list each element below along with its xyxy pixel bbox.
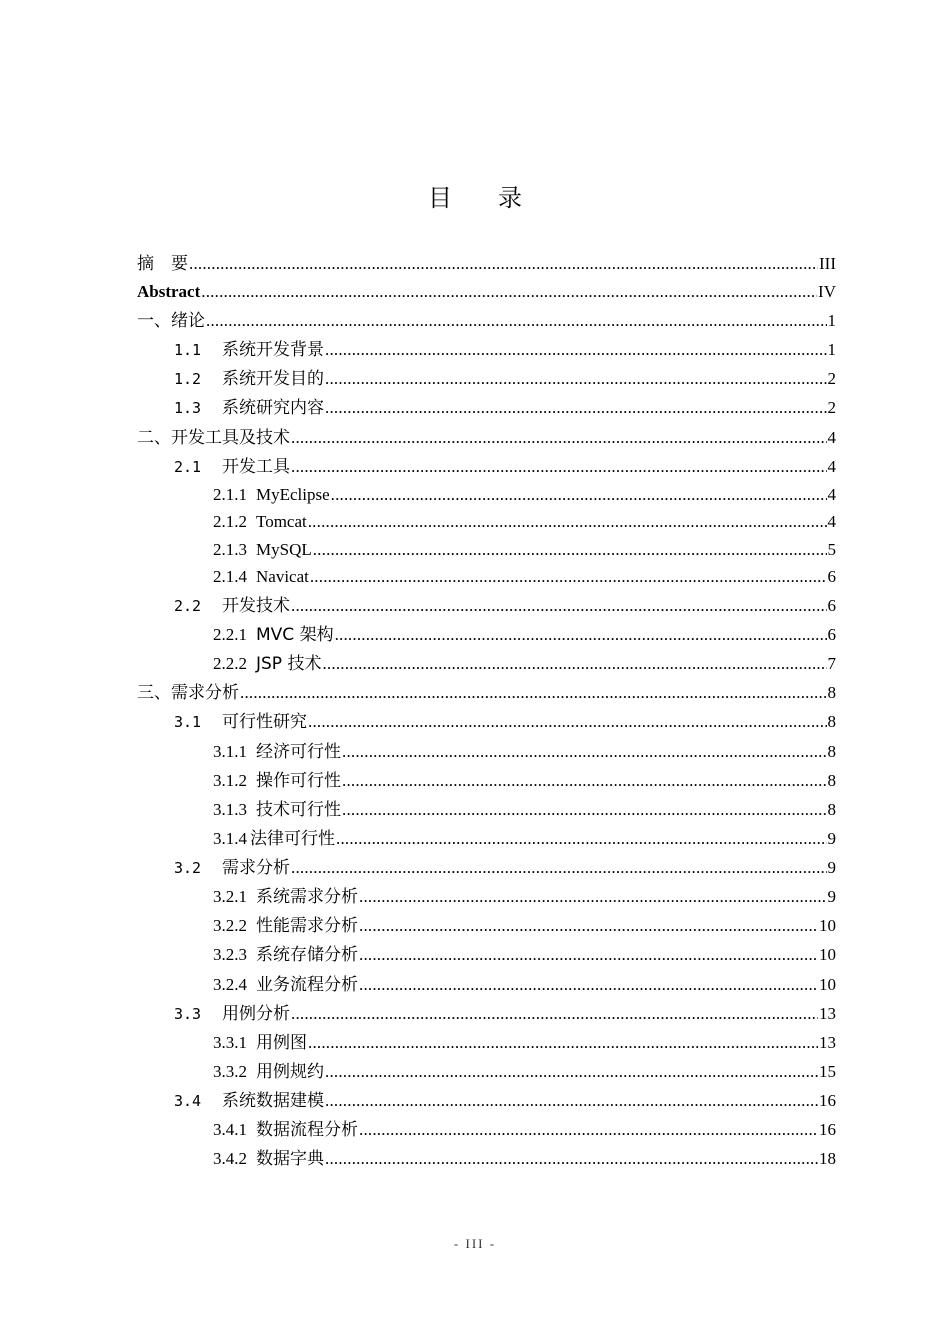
toc-entry-label: 系统数据建模 xyxy=(222,1091,324,1111)
toc-entry-label: 数据字典 xyxy=(256,1149,324,1169)
toc-entry-page: 4 xyxy=(827,512,836,531)
toc-entry[interactable] xyxy=(213,623,836,647)
toc-leader-dots xyxy=(325,1089,818,1113)
toc-entry-page: 6 xyxy=(827,596,836,615)
toc-leader-dots xyxy=(359,973,818,997)
toc-leader-dots xyxy=(291,426,827,450)
page-title xyxy=(0,178,950,213)
toc-entry-label: 摘 要 xyxy=(137,254,188,274)
toc-entry-label: 技术可行性 xyxy=(256,800,341,820)
toc-entry[interactable] xyxy=(174,594,836,618)
toc-entry[interactable] xyxy=(213,740,836,764)
toc-entry-label: 二、开发工具及技术 xyxy=(137,428,290,448)
toc-entry-label: 系统研究内容 xyxy=(222,398,324,418)
toc-entry-page: 15 xyxy=(819,1062,836,1081)
toc-entry[interactable] xyxy=(213,652,836,676)
toc-entry[interactable] xyxy=(213,1118,836,1142)
toc-leader-dots xyxy=(206,309,827,333)
toc-entry-number: 1.3 xyxy=(174,399,202,417)
toc-entry-label: 系统存储分析 xyxy=(256,945,358,965)
toc-entry-page: 7 xyxy=(827,654,836,673)
toc-entry-number: 2.2 xyxy=(174,597,202,615)
toc-entry[interactable] xyxy=(213,914,836,938)
toc-entry[interactable] xyxy=(137,426,836,450)
toc-entry-number: 3.3.2 xyxy=(213,1062,247,1081)
toc-entry[interactable] xyxy=(213,798,836,822)
toc-entry[interactable] xyxy=(174,338,836,362)
toc-entry-number: 3.2 xyxy=(174,859,202,877)
toc-entry-label: 用例分析 xyxy=(222,1004,290,1024)
toc-leader-dots xyxy=(325,396,827,420)
toc-leader-dots xyxy=(308,510,827,534)
toc-entry[interactable] xyxy=(137,280,836,304)
toc-entry-label: 可行性研究 xyxy=(222,712,307,732)
toc-leader-dots xyxy=(325,338,827,362)
toc-entry-page: 10 xyxy=(819,916,836,935)
toc-entry-label: MVC 架构 xyxy=(256,625,334,645)
toc-entry-page: 4 xyxy=(827,428,836,447)
toc-entry-number: 1.2 xyxy=(174,370,202,388)
toc-leader-dots xyxy=(189,252,818,276)
toc-entry-page: 9 xyxy=(827,887,836,906)
toc-entry-page: 13 xyxy=(819,1033,836,1052)
toc-leader-dots xyxy=(310,565,827,589)
toc-entry-label: 三、需求分析 xyxy=(137,683,239,703)
toc-entry-label: MySQL xyxy=(256,540,312,559)
toc-entry[interactable] xyxy=(174,396,836,420)
toc-leader-dots xyxy=(201,280,817,304)
toc-entry-page: 8 xyxy=(827,683,836,702)
toc-entry[interactable] xyxy=(174,1089,836,1113)
page-number-footer: - III - xyxy=(453,1236,497,1251)
toc-entry[interactable] xyxy=(174,856,836,880)
page-title-char-1: 目 xyxy=(428,184,452,212)
toc-entry-page: 10 xyxy=(819,975,836,994)
toc-entry-number: 2.2.1 xyxy=(213,625,247,644)
toc-leader-dots xyxy=(325,1147,818,1171)
toc-entry[interactable] xyxy=(213,565,836,589)
toc-entry-page: III xyxy=(819,254,836,273)
toc-entry-page: 8 xyxy=(827,800,836,819)
toc-entry-number: 3.4.2 xyxy=(213,1149,247,1168)
toc-entry[interactable] xyxy=(213,510,836,534)
toc-entry-number: 2.1 xyxy=(174,458,202,476)
toc-entry[interactable] xyxy=(174,455,836,479)
toc-entry-page: 16 xyxy=(819,1120,836,1139)
toc-entry-page: 2 xyxy=(827,398,836,417)
toc-leader-dots xyxy=(291,1002,818,1026)
toc-entry-page: 5 xyxy=(827,540,836,559)
toc-entry-number: 3.4 xyxy=(174,1092,202,1110)
toc-entry-number: 3.4.1 xyxy=(213,1120,247,1139)
toc-entry-number: 1.1 xyxy=(174,341,202,359)
toc-entry[interactable] xyxy=(174,367,836,391)
toc-leader-dots xyxy=(240,681,827,705)
toc-entry-number: 3.2.3 xyxy=(213,945,247,964)
toc-entry-number: 3.2.1 xyxy=(213,887,247,906)
toc-leader-dots xyxy=(359,943,818,967)
toc-entry-number: 3.3 xyxy=(174,1005,202,1023)
toc-entry[interactable] xyxy=(213,885,836,909)
toc-leader-dots xyxy=(359,885,827,909)
toc-entry[interactable] xyxy=(213,1060,836,1084)
toc-entry-label: 用例规约 xyxy=(256,1062,324,1082)
toc-entry-page: 9 xyxy=(827,858,836,877)
toc-leader-dots xyxy=(342,769,827,793)
toc-entry-number: 3.2.2 xyxy=(213,916,247,935)
toc-entry-label: Tomcat xyxy=(256,512,307,531)
toc-entry-page: IV xyxy=(818,282,836,301)
toc-entry-label: 系统开发目的 xyxy=(222,369,324,389)
toc-entry-label: Abstract xyxy=(137,282,201,301)
toc-entry[interactable] xyxy=(213,483,836,507)
toc-leader-dots xyxy=(342,798,827,822)
toc-entry-page: 13 xyxy=(819,1004,836,1023)
toc-entry-page: 10 xyxy=(819,945,836,964)
toc-leader-dots xyxy=(331,483,827,507)
toc-entry-label: MyEclipse xyxy=(256,485,330,504)
toc-leader-dots xyxy=(336,827,827,851)
toc-entry-label: 性能需求分析 xyxy=(256,916,358,936)
toc-entry-number: 2.1.1 xyxy=(213,485,247,504)
toc-entry-number: 3.1.2 xyxy=(213,771,247,790)
toc-entry[interactable] xyxy=(213,538,836,562)
toc-entry-page: 8 xyxy=(827,712,836,731)
toc-entry-label: 数据流程分析 xyxy=(256,1120,358,1140)
toc-leader-dots xyxy=(359,1118,818,1142)
toc-entry-number: 3.1 xyxy=(174,713,202,731)
toc-entry-number: 3.1.3 xyxy=(213,800,247,819)
toc-entry[interactable] xyxy=(213,973,836,997)
toc-leader-dots xyxy=(291,455,827,479)
toc-entry-number: 2.1.3 xyxy=(213,540,247,559)
toc-entry[interactable] xyxy=(213,1147,836,1171)
toc-entry-page: 9 xyxy=(827,829,836,848)
toc-entry[interactable] xyxy=(213,827,836,851)
toc-entry-page: 8 xyxy=(827,771,836,790)
toc-entry-label: JSP 技术 xyxy=(256,654,322,674)
toc-entry-label: 系统开发背景 xyxy=(222,340,324,360)
toc-entry-label: 法律可行性 xyxy=(250,829,335,849)
toc-entry[interactable] xyxy=(174,1002,836,1026)
toc-leader-dots xyxy=(313,538,827,562)
toc-leader-dots xyxy=(335,623,827,647)
toc-entry-page: 4 xyxy=(827,457,836,476)
toc-entry-page: 4 xyxy=(827,485,836,504)
toc-entry-label: 开发技术 xyxy=(222,596,290,616)
toc-entry-page: 6 xyxy=(827,567,836,586)
toc-entry-number: 3.1.4 xyxy=(213,829,247,848)
toc-leader-dots xyxy=(291,594,827,618)
toc-entry[interactable] xyxy=(137,252,836,276)
toc-entry[interactable] xyxy=(213,769,836,793)
toc-leader-dots xyxy=(308,1031,818,1055)
toc-entry-label: 一、绪论 xyxy=(137,311,205,331)
toc-entry-page: 1 xyxy=(827,311,836,330)
toc-entry-page: 8 xyxy=(827,742,836,761)
toc-entry[interactable] xyxy=(174,710,836,734)
toc-entry-number: 3.3.1 xyxy=(213,1033,247,1052)
toc-entry-number: 2.1.2 xyxy=(213,512,247,531)
toc-entry-label: 系统需求分析 xyxy=(256,887,358,907)
toc-entry-page: 1 xyxy=(827,340,836,359)
toc-entry-page: 6 xyxy=(827,625,836,644)
toc-entry[interactable] xyxy=(213,1031,836,1055)
toc-entry-number: 3.1.1 xyxy=(213,742,247,761)
toc-entry-label: 需求分析 xyxy=(222,858,290,878)
toc-leader-dots xyxy=(325,367,827,391)
toc-entry-label: 经济可行性 xyxy=(256,742,341,762)
toc-leader-dots xyxy=(342,740,827,764)
toc-entry-number: 2.2.2 xyxy=(213,654,247,673)
toc-entry-label: 开发工具 xyxy=(222,457,290,477)
toc-entry-label: Navicat xyxy=(256,567,309,586)
toc-entry[interactable] xyxy=(137,681,836,705)
toc-leader-dots xyxy=(322,652,826,676)
toc-leader-dots xyxy=(308,710,827,734)
toc-entry-label: 操作可行性 xyxy=(256,771,341,791)
toc-entry-page: 18 xyxy=(819,1149,836,1168)
toc-entry-label: 业务流程分析 xyxy=(256,975,358,995)
page-title-char-2: 录 xyxy=(498,184,522,212)
toc-entry[interactable] xyxy=(137,309,836,333)
toc-leader-dots xyxy=(291,856,827,880)
toc-entry-label: 用例图 xyxy=(256,1033,307,1053)
toc-leader-dots xyxy=(359,914,818,938)
toc-entry-number: 2.1.4 xyxy=(213,567,247,586)
toc-leader-dots xyxy=(325,1060,818,1084)
toc-entry-page: 2 xyxy=(827,369,836,388)
toc-entry-page: 16 xyxy=(819,1091,836,1110)
toc-entry-number: 3.2.4 xyxy=(213,975,247,994)
toc-entry[interactable] xyxy=(213,943,836,967)
